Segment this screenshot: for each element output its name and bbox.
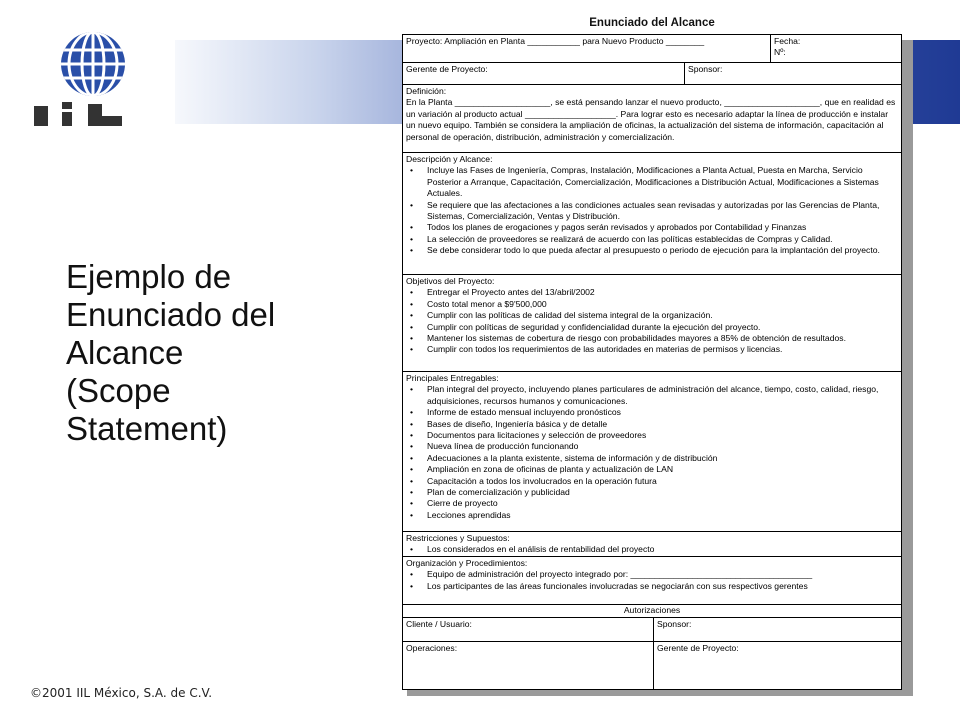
slide-title (66, 258, 356, 448)
list-item: • Cierre de proyecto (406, 498, 898, 509)
list-item: • Se debe considerar todo lo que pueda afectar al presupuesto o periodo de ejecución para la implantación del proyecto. (406, 245, 898, 256)
list-item: • Equipo de administración del proyecto integrado por: ______________________________________ (406, 569, 898, 580)
list-item: • Informe de estado mensual incluyendo pronósticos (406, 407, 898, 418)
gerente-auth-cell: Gerente de Proyecto: (657, 643, 739, 653)
slide-title-line: Enunciado del (66, 296, 276, 333)
list-item: • Plan integral del proyecto, incluyendo planes particulares de administración del alcance, tiempo, costo, calidad, riesgo, adquisiciones, recursos humanos y comunicaciones. (406, 384, 898, 407)
document-title: Enunciado del Alcance (589, 17, 715, 29)
objetivos-section (403, 275, 901, 372)
list-item: • Bases de diseño, Ingeniería básica y de detalle (406, 419, 898, 430)
list-item: • Los considerados en el análisis de rentabilidad del proyecto (406, 544, 898, 555)
list-item: • Plan de comercialización y publicidad (406, 487, 898, 498)
gerente-sponsor-row (403, 63, 901, 85)
slide-title-line: Alcance (66, 334, 184, 371)
proyecto-label: Proyecto: (406, 36, 443, 46)
organizacion-label: Organización y Procedimientos: (406, 558, 528, 568)
fecha-cell (771, 35, 901, 62)
iil-logo (28, 26, 158, 134)
proyecto-value: Ampliación en Planta ___________ para Nuevo Producto ________ (444, 36, 705, 46)
list-item: • Cumplir con todos los requerimientos de las autoridades en materias de permisos y licencias. (406, 344, 898, 355)
list-item: • Nueva línea de producción funcionando (406, 441, 898, 452)
list-item: • Cumplir con las políticas de calidad del sistema integral de la organización. (406, 310, 898, 321)
slide-title-line: (Scope (66, 372, 171, 409)
list-item: • Lecciones aprendidas (406, 510, 898, 521)
list-item: • Los participantes de las áreas funcionales involucradas se negociarán con sus respectivos gerentes (406, 581, 898, 592)
list-item: • Documentos para licitaciones y selección de proveedores (406, 430, 898, 441)
proyecto-cell (403, 35, 771, 62)
autorizaciones-header: Autorizaciones (403, 605, 901, 618)
cliente-cell: Cliente / Usuario: (403, 618, 654, 641)
copyright-text: ©2001 IIL México, S.A. de C.V. (30, 686, 213, 700)
objetivos-label: Objetivos del Proyecto: (406, 276, 495, 286)
list-item: • Costo total menor a $9'500,000 (406, 299, 898, 310)
list-item: • Incluye las Fases de Ingeniería, Compras, Instalación, Modificaciones a Planta Actual, Puesta en Marcha, Servicio Posterior a Arranque, Capacitación, Comercialización, Modificaciones a Distribución Actual, Modificaciones a Sistemas Actuales. (406, 165, 898, 199)
fecha-label: Fecha: (774, 36, 801, 46)
slide-title-line: Ejemplo de (66, 258, 232, 295)
definicion-label: Definición: (406, 86, 447, 96)
list-item: • Cumplir con políticas de seguridad y confidencialidad durante la ejecución del proyecto. (406, 322, 898, 333)
slide-title-line: Statement) (66, 410, 228, 447)
list-item: • Capacitación a todos los involucrados en la operación futura (406, 476, 898, 487)
restricciones-label: Restricciones y Supuestos: (406, 533, 510, 543)
operaciones-cell: Operaciones: (403, 642, 654, 690)
list-item: • La selección de proveedores se realizará de acuerdo con las políticas establecidas de Compras y Calidad. (406, 234, 898, 245)
definicion-text: En la Planta ____________________, se está pensando lanzar el nuevo producto, ____________________, que en realidad es un variación al producto actual ___________________. Para lograr esto es necesario adaptar la línea de producción e instalar un nuevo equipo. También se considera la ampliación de oficinas, la actualización del sistema de información, capacitación al personal de operación, distribución, administración y comercialización. (406, 97, 896, 142)
definicion-section (403, 85, 901, 153)
proyecto-row (403, 35, 901, 63)
descripcion-section (403, 153, 901, 275)
entregables-section (403, 372, 901, 532)
operaciones-gerente-row (403, 642, 901, 690)
entregables-label: Principales Entregables: (406, 373, 499, 383)
organizacion-section (403, 557, 901, 605)
descripcion-label: Descripción y Alcance: (406, 154, 493, 164)
list-item: • Ampliación en zona de oficinas de planta y actualización de LAN (406, 464, 898, 475)
cliente-sponsor-row (403, 618, 901, 642)
list-item: • Mantener los sistemas de cobertura de riesgo con probabilidades mayores a 85% de obtención de resultados. (406, 333, 898, 344)
list-item: • Adecuaciones a la planta existente, sistema de información y de distribución (406, 453, 898, 464)
numero-label: Nº: (774, 47, 786, 58)
restricciones-section (403, 532, 901, 557)
list-item: • Todos los planes de erogaciones y pagos serán revisados y aprobados por Contabilidad y Finanzas (406, 222, 898, 233)
list-item: • Se requiere que las afectaciones a las condiciones actuales sean revisadas y autorizadas por las Gerencias de Planta, Sistemas, Comercialización, Ventas y Distribución. (406, 200, 898, 223)
scope-statement-form (402, 34, 902, 690)
sponsor-auth-cell: Sponsor: (657, 619, 692, 629)
list-item: • Entregar el Proyecto antes del 13/abril/2002 (406, 287, 898, 298)
sponsor-cell: Sponsor: (688, 64, 723, 74)
gerente-cell: Gerente de Proyecto: (403, 63, 685, 84)
